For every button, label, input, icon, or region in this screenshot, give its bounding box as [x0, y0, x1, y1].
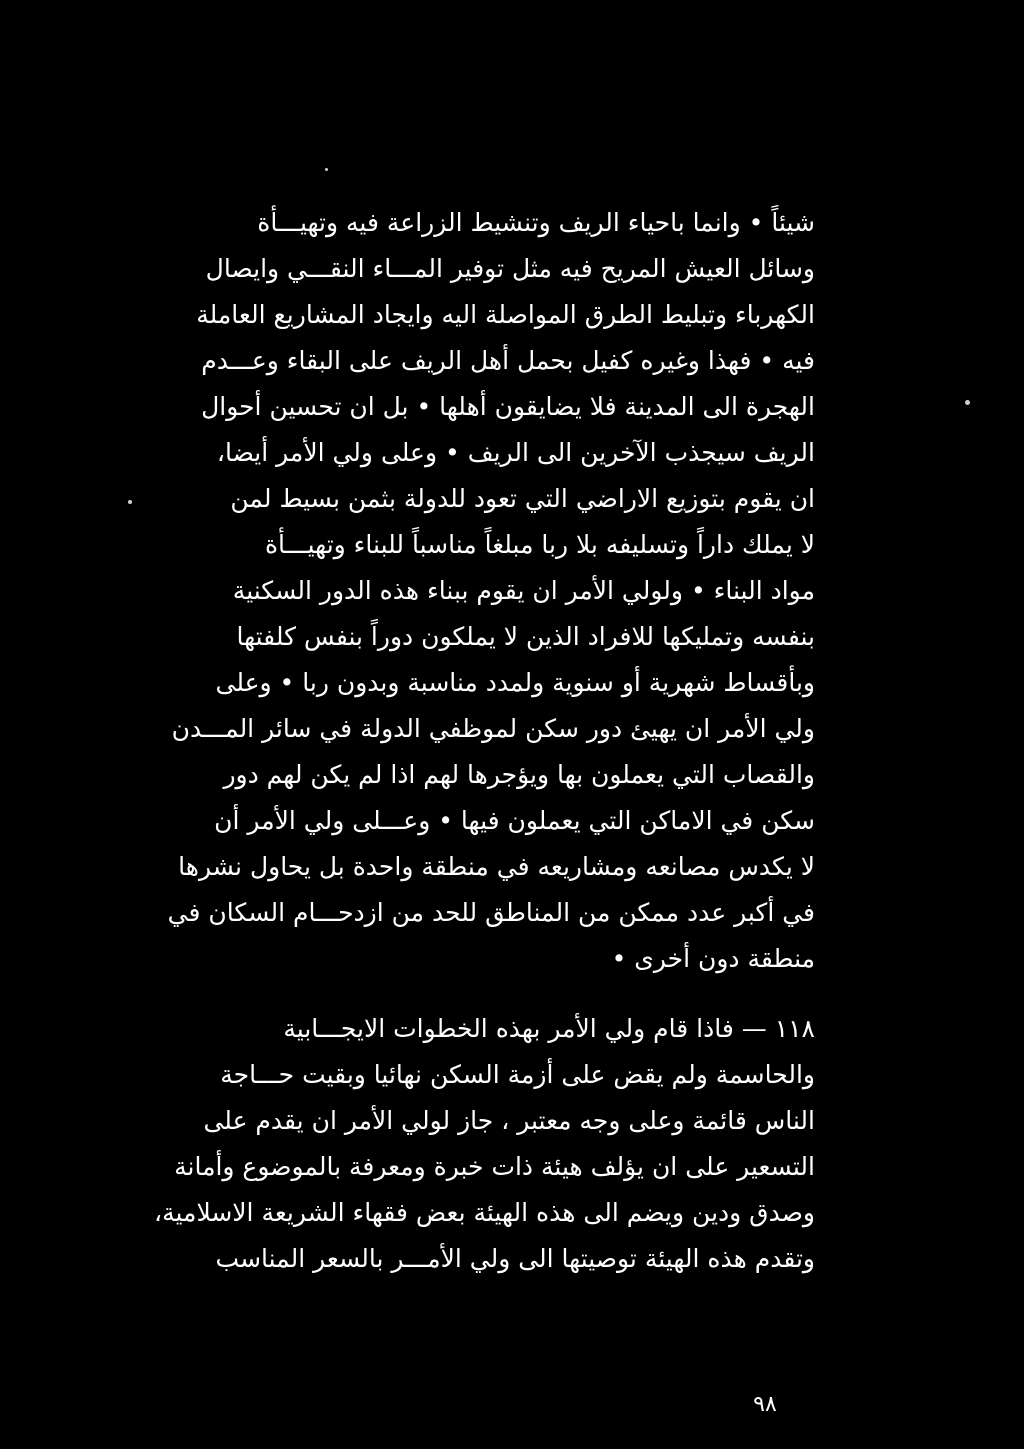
- text-line: وصدق ودين ويضم الى هذه الهيئة بعض فقهاء الشريعة الاسلامية،: [154, 1198, 815, 1227]
- text-line: مواد البناء • ولولي الأمر ان يقوم ببناء هذه الدور السكنية: [232, 576, 815, 605]
- text-line: ولي الأمر ان يهيئ دور سكن لموظفي الدولة في سائر المـــدن: [171, 714, 815, 743]
- text-line: فيه • فهذا وغيره كفيل بحمل أهل الريف على البقاء وعـــدم: [201, 346, 815, 375]
- page-number: ٩٨: [753, 1392, 777, 1417]
- text-line: سكن في الاماكن التي يعملون فيها • وعـــلى ولي الأمر أن: [214, 806, 815, 835]
- scan-speck: [325, 168, 328, 171]
- text-line: لا يكدس مصانعه ومشاريعه في منطقة واحدة بل يحاول نشرها: [178, 852, 815, 881]
- scan-speck: [128, 500, 132, 504]
- text-line: لا يملك داراً وتسليفه بلا ربا مبلغاً مناسباً للبناء وتهيـــأة: [264, 530, 815, 559]
- text-line: والحاسمة ولم يقض على أزمة السكن نهائيا وبقيت حـــاجة: [220, 1060, 815, 1089]
- text-line: في أكبر عدد ممكن من المناطق للحد من ازدحـــام السكان في: [167, 898, 815, 927]
- text-line: شيئاً • وانما باحياء الريف وتنشيط الزراعة فيه وتهيـــأة: [257, 208, 815, 237]
- text-line: بنفسه وتمليكها للافراد الذين لا يملكون دوراً بنفس كلفتها: [236, 622, 815, 651]
- text-line: التسعير على ان يؤلف هيئة ذات خبرة ومعرفة بالموضوع وأمانة: [174, 1152, 815, 1181]
- text-line: الناس قائمة وعلى وجه معتبر ، جاز لولي الأمر ان يقدم على: [203, 1106, 815, 1135]
- paragraph-1: [135, 200, 815, 982]
- paragraph-2: [135, 1006, 815, 1282]
- text-line: منطقة دون أخرى •: [611, 944, 815, 973]
- text-line: الهجرة الى المدينة فلا يضايقون أهلها • بل ان تحسين أحوال: [201, 392, 815, 421]
- text-line: الكهرباء وتبليط الطرق المواصلة اليه وايجاد المشاريع العاملة: [196, 300, 815, 329]
- text-line: والقصاب التي يعملون بها ويؤجرها لهم اذا لم يكن لهم دور: [223, 760, 815, 789]
- text-line: ١١٨ — فاذا قام ولي الأمر بهذه الخطوات الايجـــابية: [283, 1014, 815, 1043]
- text-line: وسائل العيش المريح فيه مثل توفير المـــاء النقـــي وايصال: [205, 254, 815, 283]
- text-line: وبأقساط شهرية أو سنوية ولمدد مناسبة وبدون ربا • وعلى: [215, 668, 815, 697]
- text-line: ان يقوم بتوزيع الاراضي التي تعود للدولة بثمن بسيط لمن: [230, 484, 815, 513]
- text-line: وتقدم هذه الهيئة توصيتها الى ولي الأمـــر بالسعر المناسب: [215, 1244, 815, 1273]
- scan-speck: [965, 400, 970, 405]
- text-line: الريف سيجذب الآخرين الى الريف • وعلى ولي الأمر أيضا،: [216, 438, 815, 467]
